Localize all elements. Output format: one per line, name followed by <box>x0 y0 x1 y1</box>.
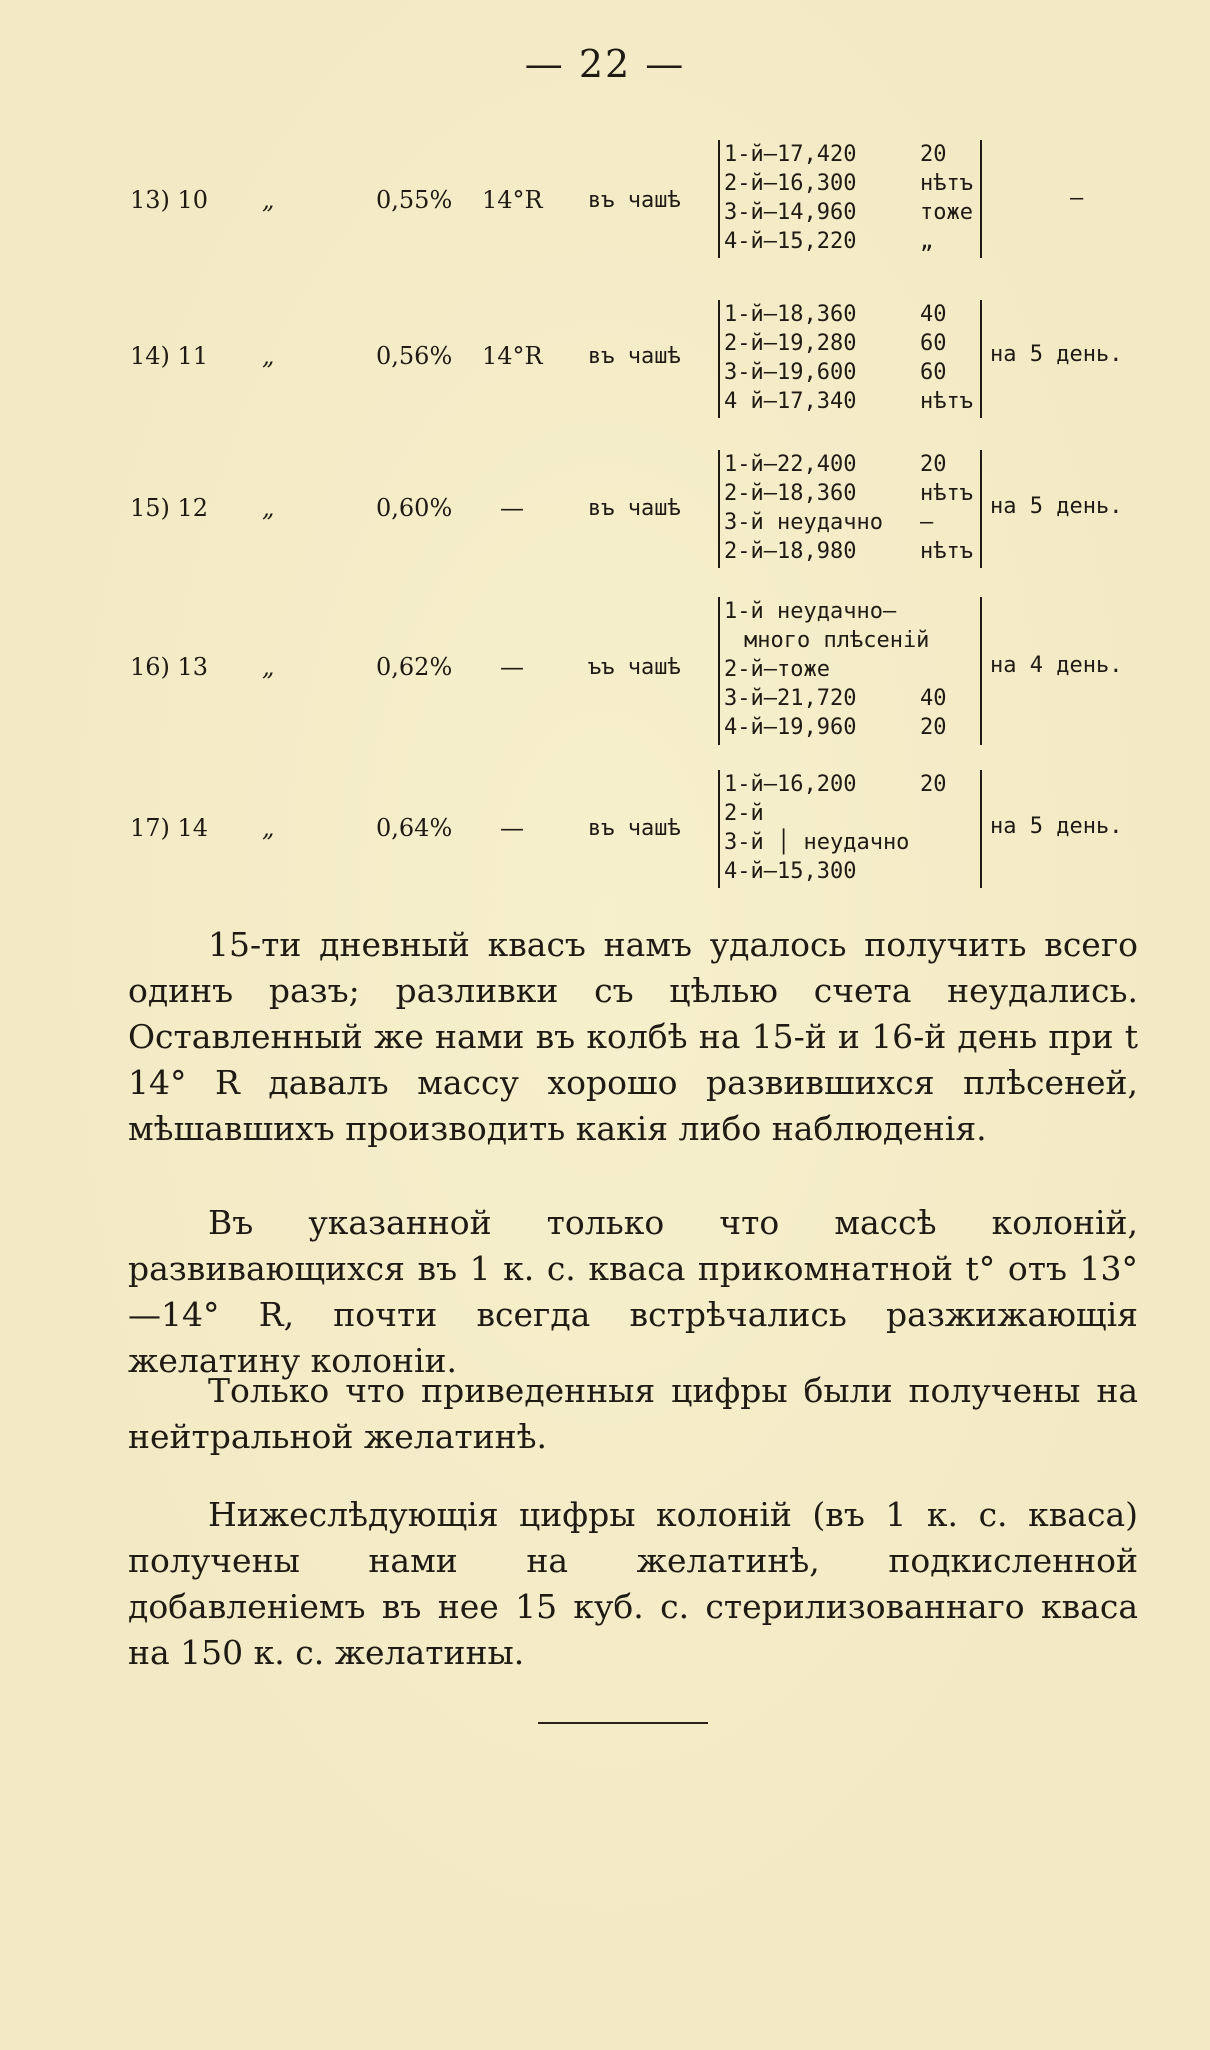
dish-label: 2-й—18,360 <box>724 481 857 506</box>
dish-value: — <box>920 510 934 535</box>
result: на 5 день. <box>990 814 1123 839</box>
dish-line <box>720 508 980 537</box>
dish-value: нѣтъ <box>920 389 973 414</box>
temperature: 14°R <box>482 342 543 370</box>
temperature: — <box>500 653 524 681</box>
dish-label: 1-й—16,200 <box>724 772 857 797</box>
dish-line <box>720 828 980 857</box>
dish-value: 60 <box>920 331 947 356</box>
dish-label: 4-й—19,960 <box>724 715 857 740</box>
row-number: 13) 10 <box>130 186 209 214</box>
row-number: 14) 11 <box>130 342 209 370</box>
result: на 5 день. <box>990 342 1123 367</box>
dish-label: 1-й неудачно— <box>724 599 897 624</box>
experiment-row <box>0 300 1210 420</box>
body-paragraph: Въ указанной только что массѣ колоній, развивающихся въ 1 к. с. кваса прикомнатной t° отъ 13°—14° R, почти всегда встрѣчались разжижающія желатину колоніи. <box>128 1203 1138 1380</box>
dish-group <box>718 770 982 888</box>
body-paragraph: Нижеслѣдующія цифры колоній (въ 1 к. с. кваса) получены нами на желатинѣ, подкисленной добавленіемъ въ нее 15 куб. с. стерилизованнаго кваса на 150 к. с. желатины. <box>128 1495 1138 1672</box>
method: ъъ чашѣ <box>588 655 681 680</box>
temperature: — <box>500 814 524 842</box>
dish-line <box>720 537 980 566</box>
experiment-row <box>0 597 1210 747</box>
dish-label: 2-й—16,300 <box>724 171 857 196</box>
ditto-mark: „ <box>262 342 275 370</box>
page-number: — 22 — <box>524 42 686 86</box>
dish-line <box>720 358 980 387</box>
dish-label: 1-й—17,420 <box>724 142 857 167</box>
row-number: 15) 12 <box>130 494 209 522</box>
experiment-row <box>0 450 1210 570</box>
dish-label: много плѣсеній <box>744 628 930 653</box>
result: на 4 день. <box>990 653 1123 678</box>
dish-line <box>720 198 980 227</box>
dish-label: 3-й—21,720 <box>724 686 857 711</box>
dish-label: 1-й—18,360 <box>724 302 857 327</box>
dish-line <box>720 626 980 655</box>
dish-group <box>718 597 982 745</box>
result: — <box>1070 186 1084 211</box>
dish-line <box>720 300 980 329</box>
dish-line <box>720 169 980 198</box>
ditto-mark: „ <box>262 814 275 842</box>
body-paragraph: 15-ти дневный квасъ намъ удалось получить всего одинъ разъ; разливки съ цѣлью счета неудались. Оставленный же нами въ колбѣ на 15-й и 16-й день при t 14° R давалъ массу хорошо развившихся плѣсеней, мѣшавшихъ производить какія либо наблюденія. <box>128 925 1138 1148</box>
dish-value: 40 <box>920 302 947 327</box>
concentration: 0,56% <box>376 342 453 370</box>
dish-line <box>720 655 980 684</box>
dish-line <box>720 799 980 828</box>
dish-value: нѣтъ <box>920 171 973 196</box>
body-paragraph: Только что приведенныя цифры были получены на нейтральной желатинѣ. <box>128 1371 1138 1456</box>
dish-label: 4-й—15,220 <box>724 229 857 254</box>
ditto-mark: „ <box>262 494 275 522</box>
dish-group <box>718 140 982 258</box>
temperature: 14°R <box>482 186 543 214</box>
dish-line <box>720 684 980 713</box>
dish-label: 3-й—14,960 <box>724 200 857 225</box>
dish-value: 60 <box>920 360 947 385</box>
section-rule <box>538 1722 708 1724</box>
method: въ чашѣ <box>588 496 681 521</box>
dish-label: 3-й—19,600 <box>724 360 857 385</box>
dish-group <box>718 450 982 568</box>
method: въ чашѣ <box>588 344 681 369</box>
dish-line <box>720 770 980 799</box>
result: на 5 день. <box>990 494 1123 519</box>
dish-label: 2-й <box>724 801 764 826</box>
dish-label: 4-й—15,300 <box>724 859 857 884</box>
dish-value: тоже <box>920 200 973 225</box>
dish-label: 3-й неудачно <box>724 510 883 535</box>
dish-label: 2-й—18,980 <box>724 539 857 564</box>
method: въ чашѣ <box>588 816 681 841</box>
row-number: 16) 13 <box>130 653 209 681</box>
dish-line <box>720 140 980 169</box>
dish-line <box>720 387 980 416</box>
dish-value: 40 <box>920 686 947 711</box>
dish-label: 1-й—22,400 <box>724 452 857 477</box>
dish-value: 20 <box>920 715 947 740</box>
dish-label: 2-й—19,280 <box>724 331 857 356</box>
temperature: — <box>500 494 524 522</box>
concentration: 0,62% <box>376 653 453 681</box>
method: въ чашѣ <box>588 188 681 213</box>
experiment-row <box>0 770 1210 890</box>
dish-value: нѣтъ <box>920 481 973 506</box>
dish-value: нѣтъ <box>920 539 973 564</box>
experiment-row <box>0 140 1210 260</box>
row-number: 17) 14 <box>130 814 209 842</box>
dish-line <box>720 329 980 358</box>
concentration: 0,64% <box>376 814 453 842</box>
dish-label: 4 й—17,340 <box>724 389 857 414</box>
concentration: 0,60% <box>376 494 453 522</box>
dish-value: 20 <box>920 772 947 797</box>
dish-line <box>720 713 980 742</box>
dish-value: 20 <box>920 452 947 477</box>
dish-label: 2-й—тоже <box>724 657 830 682</box>
dish-line <box>720 450 980 479</box>
dish-value: „ <box>920 229 934 254</box>
dish-line <box>720 227 980 256</box>
concentration: 0,55% <box>376 186 453 214</box>
dish-line <box>720 857 980 886</box>
dish-line <box>720 479 980 508</box>
dish-label: 3-й │ неудачно <box>724 830 910 855</box>
ditto-mark: „ <box>262 653 275 681</box>
ditto-mark: „ <box>262 186 275 214</box>
dish-group <box>718 300 982 418</box>
dish-line <box>720 597 980 626</box>
dish-value: 20 <box>920 142 947 167</box>
